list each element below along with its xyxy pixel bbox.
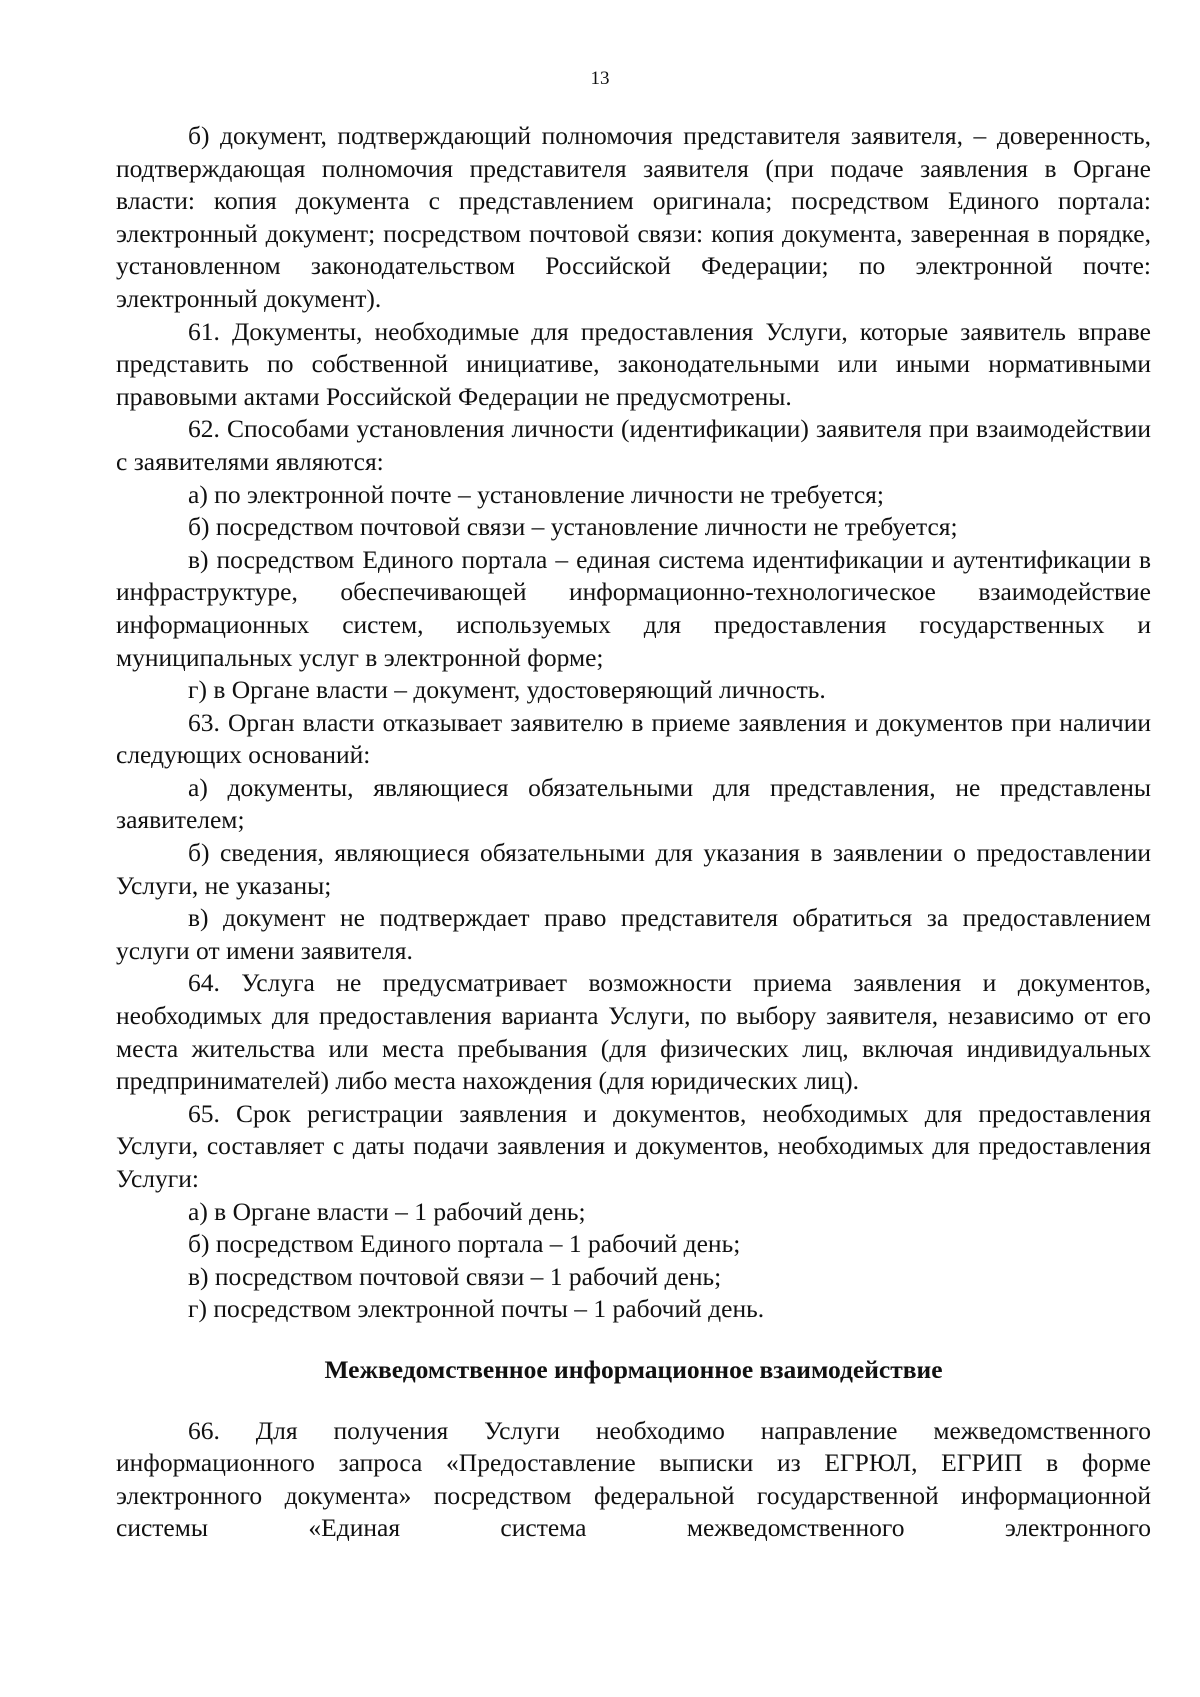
page-number: 13 [590,68,610,89]
document-body [116,120,1151,1545]
paragraph-65-g: г) посредством электронной почты – 1 рабочий день. [188,1294,765,1324]
paragraph-63: 63. Орган власти отказывает заявителю в приеме заявления и документов при наличии следующих оснований: [116,707,1151,770]
paragraph-62: 62. Способами установления личности (идентификации) заявителя при взаимодействии с заявителями являются: [116,414,1151,476]
paragraph-62-v: в) посредством Единого портала – единая система идентификации и аутентификации в инфраструктуре, обеспечивающей информационно-технологическое взаимодействие информационных систем, используемых для предоставления государственных и муниципальных услуг в электронной форме; [116,544,1151,672]
section-heading: Межведомственное информационное взаимодействие [324,1354,943,1384]
paragraph-65-a: а) в Органе власти – 1 рабочий день; [188,1196,586,1226]
paragraph-64: 64. Услуга не предусматривает возможности приема заявления и документов, необходимых для предоставления варианта Услуги, по выбору заявителя, независимо от его места жительства или места пребывания (для физических лиц, включая индивидуальных предпринимателей) либо места нахождения (для юридических лиц). [116,968,1151,1096]
paragraph-65: 65. Срок регистрации заявления и документов, необходимых для предоставления Услуги, составляет с даты подачи заявления и документов, необходимых для предоставления Услуги: [116,1098,1151,1193]
paragraph-representative-document: б) документ, подтверждающий полномочия представителя заявителя, – доверенность, подтверждающая полномочия представителя заявителя (при подаче заявления в Органе власти: копия документа с представлением оригинала; посредством Единого портала: электронный документ; посредством почтовой связи: копия документа, заверенная в порядке, установленном законодательством Российской Федерации; по электронной почте: электронный документ). [116,121,1151,313]
paragraph-63-v: в) документ не подтверждает право представителя обратиться за предоставлением услуги от имени заявителя. [116,903,1151,965]
paragraph-65-b: б) посредством Единого портала – 1 рабочий день; [188,1229,741,1259]
paragraph-63-a: а) документы, являющиеся обязательными для представления, не представлены заявителем; [116,772,1151,835]
paragraph-61: 61. Документы, необходимые для предоставления Услуги, которые заявитель вправе представить по собственной инициативе, законодательными или иными нормативными правовыми актами Российской Федерации не предусмотрены. [116,316,1151,411]
paragraph-65-v: в) посредством почтовой связи – 1 рабочий день; [188,1261,722,1291]
paragraph-63-b: б) сведения, являющиеся обязательными для указания в заявлении о предоставлении Услуги, не указаны; [116,838,1151,900]
paragraph-66: 66. Для получения Услуги необходимо направление межведомственного информационного запроса «Предоставление выписки из ЕГРЮЛ, ЕГРИП в форме электронного документа» посредством федеральной государственной информационной системы «Единая система межведомственного электронного [116,1415,1151,1543]
paragraph-62-b: б) посредством почтовой связи – установление личности не требуется; [188,512,958,542]
paragraph-62-g: г) в Органе власти – документ, удостоверяющий личность. [188,675,826,705]
paragraph-62-a: а) по электронной почте – установление личности не требуется; [188,479,884,509]
